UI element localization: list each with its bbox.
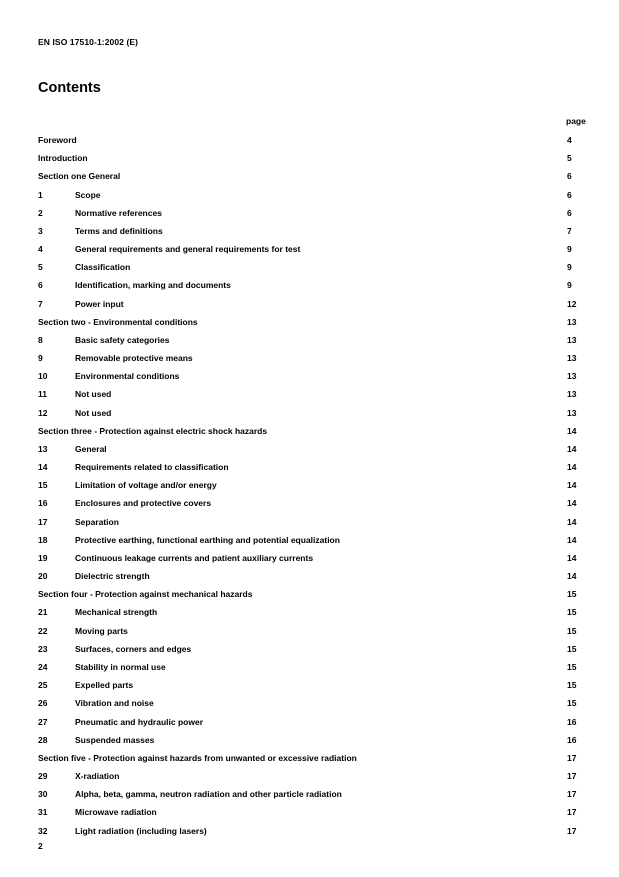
toc-entry[interactable]	[38, 622, 590, 640]
toc-entry-title: Enclosures and protective covers	[75, 498, 212, 509]
toc-section-entry[interactable]	[38, 749, 590, 767]
toc-entry[interactable]	[38, 458, 590, 476]
toc-entry-title: Section two - Environmental conditions	[38, 316, 198, 327]
toc-entry[interactable]	[38, 549, 590, 567]
toc-section-entry[interactable]	[38, 422, 590, 440]
toc-entry[interactable]	[38, 349, 590, 367]
toc-entry-number: 25	[38, 680, 48, 691]
toc-entry-page: 13	[567, 389, 577, 400]
toc-entry-number: 2	[38, 207, 43, 218]
toc-entry-page: 9	[567, 280, 572, 291]
toc-entry-page: 9	[567, 262, 572, 273]
toc-entry[interactable]	[38, 803, 590, 821]
toc-entry-page: 15	[567, 643, 577, 654]
toc-entry[interactable]	[38, 186, 590, 204]
toc-entry-number: 22	[38, 625, 48, 636]
toc-section-entry[interactable]	[38, 167, 590, 185]
toc-entry-page: 12	[567, 298, 577, 309]
toc-entry-title: Removable protective means	[75, 353, 193, 364]
toc-entry-page: 17	[567, 752, 577, 763]
toc-entry-title: Power input	[75, 298, 124, 309]
toc-entry-page: 15	[567, 661, 577, 672]
toc-entry-page: 14	[567, 425, 577, 436]
toc-entry[interactable]	[38, 658, 590, 676]
toc-entry-number: 20	[38, 571, 48, 582]
toc-entry-title: Not used	[75, 389, 112, 400]
toc-entry[interactable]	[38, 204, 590, 222]
toc-entry-page: 9	[567, 244, 572, 255]
toc-entry-title: Limitation of voltage and/or energy	[75, 480, 217, 491]
toc-entry[interactable]	[38, 731, 590, 749]
toc-entry[interactable]	[38, 767, 590, 785]
toc-entry-page: 15	[567, 607, 577, 618]
toc-entry-title: Environmental conditions	[75, 371, 180, 382]
toc-entry-number: 9	[38, 353, 43, 364]
toc-entry-title: Continuous leakage currents and patient auxiliary currents	[75, 552, 314, 563]
toc-entry-page: 5	[567, 153, 572, 164]
toc-entry-page: 15	[567, 698, 577, 709]
toc-entry[interactable]	[38, 494, 590, 512]
toc-entry-title: Section one General	[38, 171, 121, 182]
toc-entry-page: 14	[567, 516, 577, 527]
toc-entry-page: 13	[567, 407, 577, 418]
toc-entry-title: Basic safety categories	[75, 334, 170, 345]
toc-entry-page: 14	[567, 462, 577, 473]
toc-entry[interactable]	[38, 258, 590, 276]
toc-entry-page: 15	[567, 680, 577, 691]
toc-entry-number: 6	[38, 280, 43, 291]
toc-section-entry[interactable]	[38, 585, 590, 603]
page-number: 2	[38, 841, 43, 851]
toc-entry-page: 17	[567, 789, 577, 800]
toc-entry-page: 14	[567, 571, 577, 582]
toc-entry-number: 3	[38, 225, 43, 236]
toc-entry-title: Stability in normal use	[75, 661, 166, 672]
toc-entry[interactable]	[38, 440, 590, 458]
toc-entry-title: Section three - Protection against electric shock hazards	[38, 425, 268, 436]
toc-entry-title: Terms and definitions	[75, 225, 163, 236]
toc-entry-title: Normative references	[75, 207, 162, 218]
toc-entry-number: 28	[38, 734, 48, 745]
toc-entry[interactable]	[38, 713, 590, 731]
toc-entry-title: Moving parts	[75, 625, 128, 636]
toc-entry[interactable]	[38, 822, 590, 840]
toc-entry-page: 17	[567, 771, 577, 782]
toc-entry-number: 7	[38, 298, 43, 309]
toc-entry-number: 29	[38, 771, 48, 782]
toc-entry-page: 15	[567, 589, 577, 600]
toc-entry-page: 14	[567, 534, 577, 545]
toc-section-entry[interactable]	[38, 313, 590, 331]
toc-entry-page: 13	[567, 316, 577, 327]
toc-entry-page: 6	[567, 207, 572, 218]
toc-entry[interactable]	[38, 603, 590, 621]
toc-entry-page: 13	[567, 371, 577, 382]
toc-entry[interactable]	[38, 513, 590, 531]
toc-entry-title: General requirements and general requirements for test	[75, 244, 301, 255]
toc-entry-title: Mechanical strength	[75, 607, 158, 618]
toc-entry-title: Classification	[75, 262, 131, 273]
toc-entry[interactable]	[38, 385, 590, 403]
toc-entry-title: X-radiation	[75, 771, 120, 782]
toc-entry[interactable]	[38, 785, 590, 803]
toc-entry[interactable]	[38, 640, 590, 658]
toc-entry[interactable]	[38, 367, 590, 385]
toc-entry-page: 14	[567, 480, 577, 491]
page-title: Contents	[38, 80, 101, 96]
toc-entry-page: 14	[567, 498, 577, 509]
toc-entry-number: 10	[38, 371, 48, 382]
toc-entry-title: Expelled parts	[75, 680, 134, 691]
toc-entry-page: 7	[567, 225, 572, 236]
toc-entry[interactable]	[38, 694, 590, 712]
toc-entry-number: 8	[38, 334, 43, 345]
toc-entry-title: Protective earthing, functional earthing and potential equalization	[75, 534, 340, 545]
toc-entry-title: General	[75, 443, 107, 454]
toc-entry[interactable]	[38, 676, 590, 694]
toc-entry[interactable]	[38, 331, 590, 349]
toc-entry-number: 32	[38, 825, 48, 836]
toc-entry-number: 14	[38, 462, 48, 473]
toc-entry[interactable]	[38, 531, 590, 549]
table-of-contents	[38, 131, 590, 840]
toc-entry-title: Separation	[75, 516, 119, 527]
toc-entry-title: Pneumatic and hydraulic power	[75, 716, 204, 727]
toc-entry-page: 6	[567, 189, 572, 200]
toc-entry-number: 17	[38, 516, 48, 527]
toc-entry-number: 27	[38, 716, 48, 727]
toc-entry-number: 4	[38, 244, 43, 255]
toc-entry-number: 24	[38, 661, 48, 672]
toc-entry-title: Not used	[75, 407, 112, 418]
toc-entry-page: 4	[567, 135, 572, 145]
toc-entry-title: Requirements related to classification	[75, 462, 229, 473]
toc-entry-number: 12	[38, 407, 48, 418]
page-column-label: page	[566, 116, 586, 126]
toc-entry[interactable]	[38, 404, 590, 422]
toc-entry-title: Surfaces, corners and edges	[75, 643, 192, 654]
toc-entry-page: 16	[567, 734, 577, 745]
toc-entry[interactable]	[38, 276, 590, 294]
toc-entry-title: Vibration and noise	[75, 698, 154, 709]
toc-entry-title: Suspended masses	[75, 734, 155, 745]
toc-entry-number: 16	[38, 498, 48, 509]
toc-entry[interactable]	[38, 476, 590, 494]
toc-entry-number: 26	[38, 698, 48, 709]
toc-entry-number: 13	[38, 443, 48, 454]
toc-entry-title: Foreword	[38, 135, 77, 145]
toc-entry-number: 5	[38, 262, 43, 273]
toc-entry-page: 14	[567, 443, 577, 454]
toc-entry-title: Light radiation (including lasers)	[75, 825, 207, 836]
toc-entry-number: 21	[38, 607, 48, 618]
toc-entry-title: Dielectric strength	[75, 571, 150, 582]
toc-entry[interactable]	[38, 567, 590, 585]
toc-entry-page: 16	[567, 716, 577, 727]
toc-entry-page: 13	[567, 334, 577, 345]
toc-entry-page: 13	[567, 353, 577, 364]
toc-section-entry[interactable]	[38, 149, 590, 167]
toc-entry-page: 6	[567, 171, 572, 182]
toc-entry-number: 19	[38, 552, 48, 563]
toc-entry-title: Alpha, beta, gamma, neutron radiation and other particle radiation	[75, 789, 342, 800]
toc-entry-title: Microwave radiation	[75, 807, 157, 818]
toc-entry-title: Section five - Protection against hazards from unwanted or excessive radiation	[38, 752, 357, 763]
toc-entry-number: 31	[38, 807, 48, 818]
toc-entry[interactable]	[38, 295, 590, 313]
toc-entry-title: Section four - Protection against mechanical hazards	[38, 589, 253, 600]
toc-entry-page: 17	[567, 825, 577, 836]
toc-entry[interactable]	[38, 240, 590, 258]
toc-entry-number: 15	[38, 480, 48, 491]
toc-entry-number: 23	[38, 643, 48, 654]
toc-entry-number: 11	[38, 389, 47, 400]
toc-entry-page: 15	[567, 625, 577, 636]
toc-entry-title: Identification, marking and documents	[75, 280, 231, 291]
toc-entry-number: 30	[38, 789, 48, 800]
toc-entry-page: 14	[567, 552, 577, 563]
document-id: EN ISO 17510-1:2002 (E)	[38, 37, 139, 47]
toc-entry-title: Scope	[75, 189, 101, 200]
toc-entry-title: Introduction	[38, 153, 88, 164]
toc-section-entry[interactable]	[38, 131, 590, 149]
toc-entry[interactable]	[38, 222, 590, 240]
toc-entry-page: 17	[567, 807, 577, 818]
toc-entry-number: 1	[38, 189, 43, 200]
toc-entry-number: 18	[38, 534, 48, 545]
